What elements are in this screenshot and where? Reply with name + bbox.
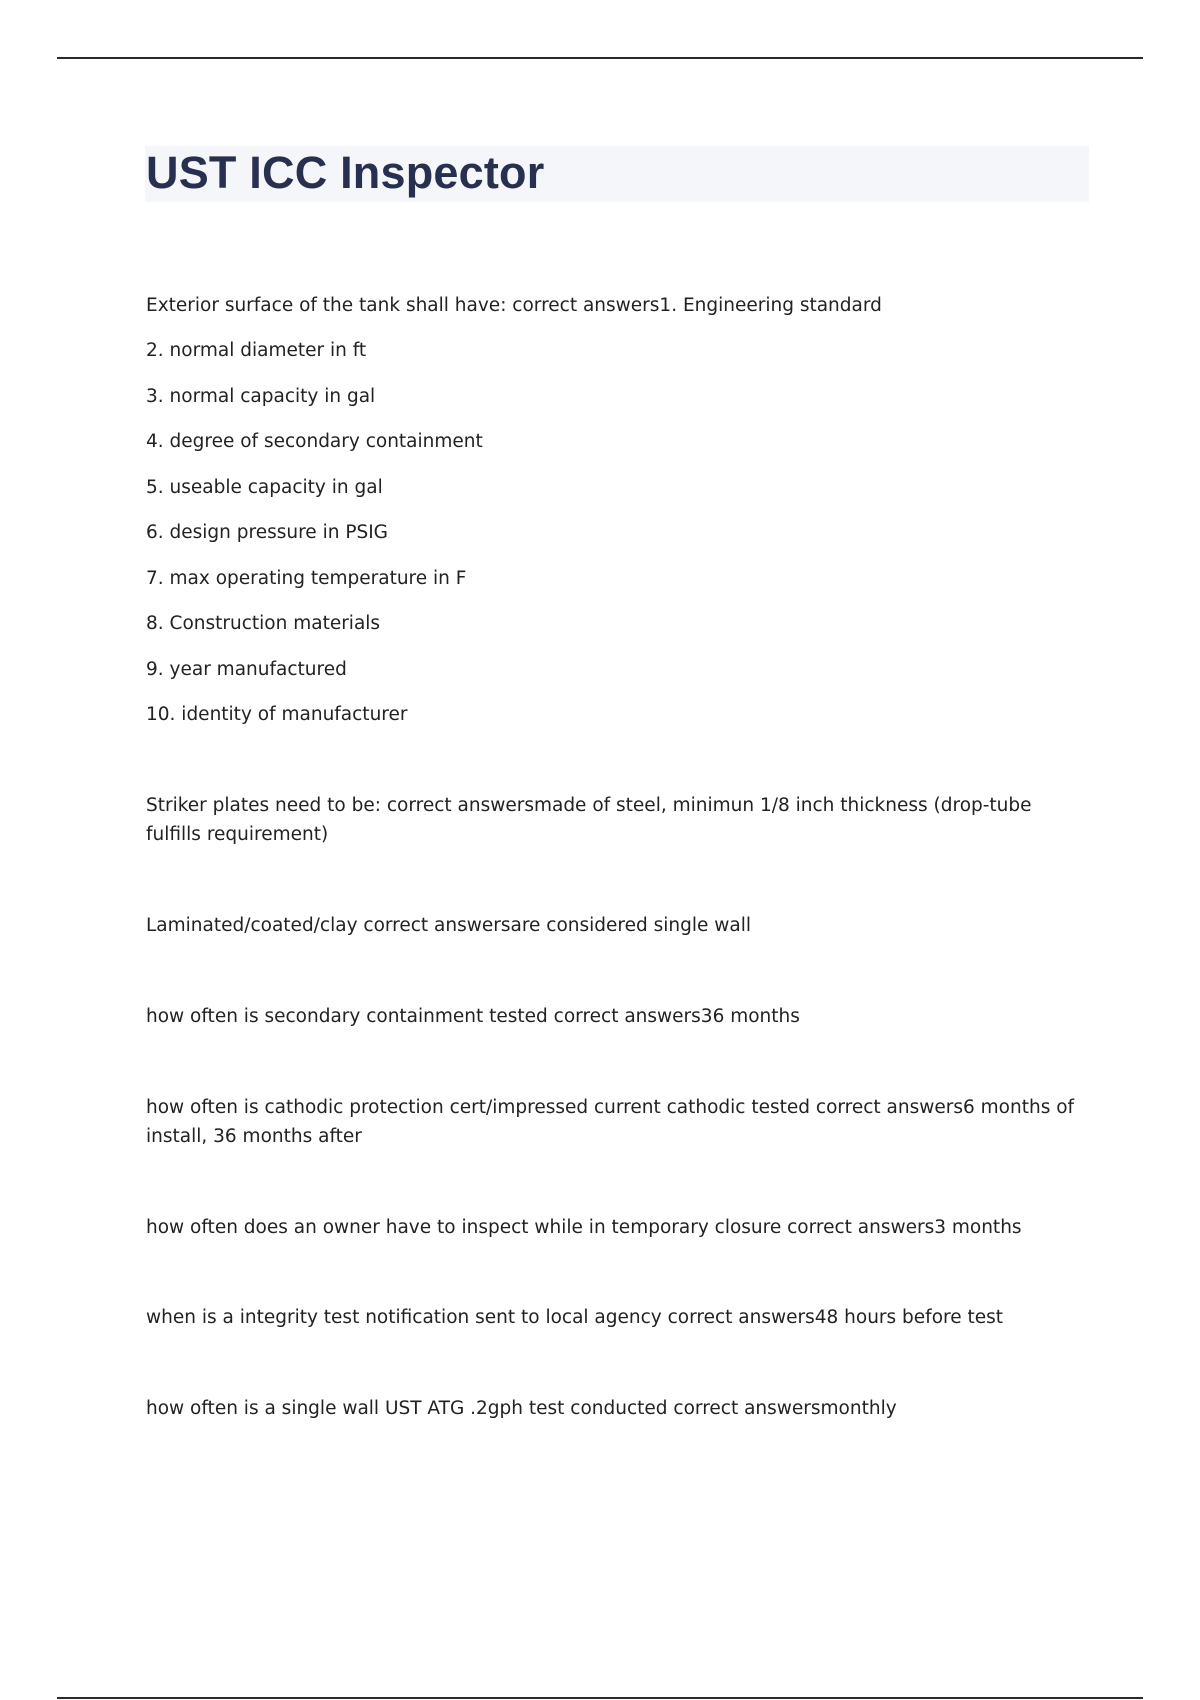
list-item: Exterior surface of the tank shall have: correct answers1. Engineering standard <box>146 295 882 316</box>
qa-paragraph: how often is secondary containment tested correct answers36 months <box>146 1006 800 1027</box>
qa-paragraph: Laminated/coated/clay correct answersare considered single wall <box>146 915 752 936</box>
qa-paragraph: Striker plates need to be: correct answersmade of steel, minimun 1/8 inch thickness (drop-tube fulfills requirement) <box>146 795 1032 845</box>
list-item: 6. design pressure in PSIG <box>146 522 389 543</box>
list-item: 4. degree of secondary containment <box>146 431 483 452</box>
list-item: 3. normal capacity in gal <box>146 386 376 407</box>
list-item: 9. year manufactured <box>146 659 347 680</box>
list-item: 10. identity of manufacturer <box>146 704 408 725</box>
qa-paragraph: how often is cathodic protection cert/impressed current cathodic tested correct answers6 months of install, 36 months after <box>146 1097 1075 1147</box>
bottom-rule <box>57 1697 1143 1699</box>
qa-paragraph: how often does an owner have to inspect while in temporary closure correct answers3 months <box>146 1217 1022 1238</box>
qa-paragraph: how often is a single wall UST ATG .2gph test conducted correct answersmonthly <box>146 1398 897 1419</box>
top-rule <box>57 57 1143 59</box>
page-title: UST ICC Inspector <box>146 147 545 198</box>
qa-paragraph: when is a integrity test notification sent to local agency correct answers48 hours before test <box>146 1307 1003 1328</box>
list-item: 2. normal diameter in ft <box>146 340 367 361</box>
list-item: 8. Construction materials <box>146 613 381 634</box>
list-item: 7. max operating temperature in F <box>146 568 467 589</box>
list-item: 5. useable capacity in gal <box>146 477 383 498</box>
